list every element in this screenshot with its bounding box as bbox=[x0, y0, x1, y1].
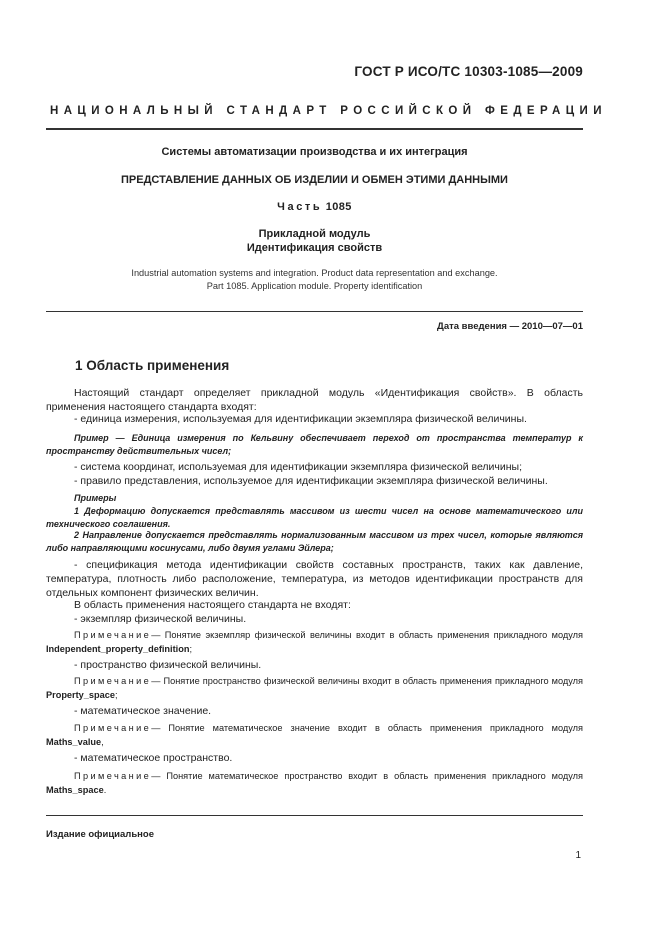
list-item: - экземпляр физической величины. bbox=[74, 613, 247, 625]
english-title-line-1: Industrial automation systems and integration. Product data representation and exchange. bbox=[131, 268, 498, 278]
module-line-1: Прикладной модуль bbox=[258, 228, 371, 240]
paragraph: Настоящий стандарт определяет прикладной модуль «Идентификация свойств». В область применения настоящего стандарта входят: bbox=[46, 387, 583, 413]
document-code: ГОСТ Р ИСО/ТС 10303-1085—2009 bbox=[354, 64, 583, 79]
module-code: Property_space bbox=[46, 690, 115, 700]
example-text: 1 Деформацию допускается представлять массивом из шести чисел на основе математического или технического соглашения. bbox=[46, 506, 583, 529]
note: Примечание— Понятие экземпляр физической величины входит в область применения прикладного модуля Independent_property_definition; bbox=[46, 630, 583, 654]
example-text: 2 Направление допускается представлять нормализованным массивом из трех чисел, которые являются либо направляющими косинусами, либо двумя углами Эйлера; bbox=[46, 530, 583, 553]
list-item: - правило представления, используемое для идентификации экземпляра физической величины. bbox=[74, 475, 548, 487]
list-item: - система координат, используемая для идентификации экземпляра физической величины; bbox=[74, 461, 523, 473]
note: Примечание— Понятие математическое значение входит в область применения прикладного модуля Maths_value, bbox=[46, 723, 583, 747]
introduction-date: Дата введения — 2010—07—01 bbox=[437, 321, 583, 332]
page-number: 1 bbox=[575, 850, 581, 861]
bottom-rule bbox=[46, 815, 583, 816]
main-title: ПРЕДСТАВЛЕНИЕ ДАННЫХ ОБ ИЗДЕЛИИ И ОБМЕН ЭТИМИ ДАННЫМИ bbox=[121, 174, 508, 186]
module-code: Independent_property_definition bbox=[46, 644, 190, 654]
note-label: Примечание bbox=[74, 630, 152, 640]
list-item: - математическое значение. bbox=[74, 705, 212, 717]
paragraph: В область применения настоящего стандарта не входят: bbox=[74, 599, 351, 611]
list-item: - пространство физической величины. bbox=[74, 659, 262, 671]
list-item: - спецификация метода идентификации свойств составных пространств, таких как давление, температура, плотность либо расположение, температура, из методов идентификации пространств для отдельных компонент физических величин. bbox=[46, 559, 583, 599]
example-text: Пример — Единица измерения по Кельвину обеспечивает переход от пространства температур к пространству действительных чисел; bbox=[46, 433, 583, 456]
examples-heading: Примеры bbox=[74, 493, 117, 503]
list-item: - математическое пространство. bbox=[74, 752, 233, 764]
part-number: 1085 bbox=[325, 201, 352, 213]
module-code: Maths_space bbox=[46, 785, 104, 795]
note-label: Примечание bbox=[74, 676, 152, 686]
note: Примечание— Понятие пространство физической величины входит в область применения прикладного модуля Property_space; bbox=[46, 676, 583, 700]
note-label: Примечание bbox=[74, 771, 152, 781]
top-rule bbox=[46, 128, 583, 130]
series-title: Системы автоматизации производства и их интеграция bbox=[161, 146, 468, 158]
module-code: Maths_value bbox=[46, 737, 102, 747]
national-standard-banner: НАЦИОНАЛЬНЫЙ СТАНДАРТ РОССИЙСКОЙ ФЕДЕРАЦИИ bbox=[50, 105, 607, 117]
edition-label: Издание официальное bbox=[46, 829, 154, 840]
note-label: Примечание bbox=[74, 723, 152, 733]
english-title-line-2: Part 1085. Application module. Property identification bbox=[206, 281, 423, 291]
note: Примечание— Понятие математическое пространство входит в область применения прикладного модуля Maths_space. bbox=[46, 771, 583, 795]
part-line bbox=[46, 201, 583, 213]
middle-rule bbox=[46, 311, 583, 312]
section-title: 1 Область применения bbox=[75, 358, 230, 373]
module-line-2: Идентификация свойств bbox=[246, 242, 383, 254]
list-item: - единица измерения, используемая для идентификации экземпляра физической величины. bbox=[74, 413, 527, 425]
part-word: Часть bbox=[277, 201, 323, 213]
